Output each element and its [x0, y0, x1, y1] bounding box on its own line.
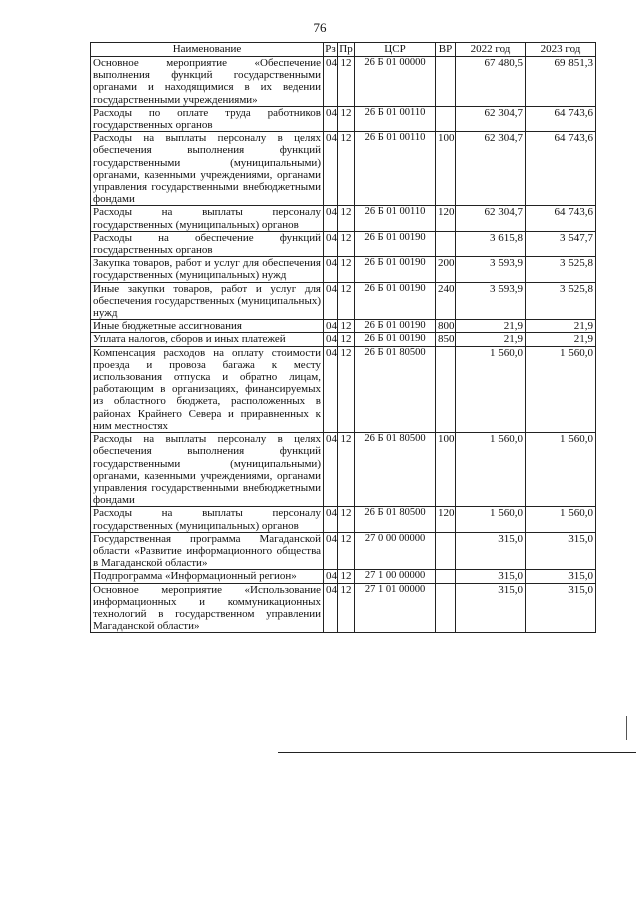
cell-2022: 3 593,9 [456, 257, 526, 282]
cell-pr: 12 [338, 570, 355, 583]
cell-2023: 1 560,0 [526, 433, 596, 507]
cell-name: Расходы на обеспечение функций государственных органов [91, 231, 324, 256]
table-row [91, 282, 596, 320]
cell-csr: 26 Б 01 00000 [355, 57, 436, 107]
cell-vr [436, 346, 456, 432]
cell-name: Подпрограмма «Информационный регион» [91, 570, 324, 583]
cell-rz: 04 [324, 320, 338, 333]
page-number: 76 [313, 20, 327, 35]
header-vr: ВР [436, 43, 456, 57]
cell-pr: 12 [338, 333, 355, 346]
cell-pr: 12 [338, 282, 355, 320]
cell-pr: 12 [338, 507, 355, 532]
table-row [91, 570, 596, 583]
header-csr: ЦСР [355, 43, 436, 57]
table-row [91, 132, 596, 206]
cell-rz: 04 [324, 57, 338, 107]
cell-rz: 04 [324, 433, 338, 507]
cell-vr [436, 57, 456, 107]
cell-rz: 04 [324, 231, 338, 256]
cell-2023: 3 525,8 [526, 257, 596, 282]
cell-2022: 315,0 [456, 570, 526, 583]
cell-pr: 12 [338, 106, 355, 131]
table-row [91, 433, 596, 507]
cell-csr: 26 Б 01 00190 [355, 257, 436, 282]
cell-vr: 850 [436, 333, 456, 346]
cell-name: Расходы на выплаты персоналу в целях обеспечения выполнения функций государственными (муниципальными) органами, казенными учреждениями, органами управления государственными внебюджетными фондами [91, 433, 324, 507]
cell-name: Государственная программа Магаданской области «Развитие информационного общества в Магаданской области» [91, 532, 324, 570]
cell-rz: 04 [324, 257, 338, 282]
header-name: Наименование [91, 43, 324, 57]
cell-2022: 3 615,8 [456, 231, 526, 256]
table-body [91, 57, 596, 633]
table-row [91, 206, 596, 231]
cell-2023: 64 743,6 [526, 132, 596, 206]
cell-vr [436, 570, 456, 583]
table-row [91, 346, 596, 432]
cell-2022: 62 304,7 [456, 206, 526, 231]
cell-2023: 21,9 [526, 333, 596, 346]
cell-csr: 26 Б 01 00190 [355, 231, 436, 256]
cell-rz: 04 [324, 333, 338, 346]
cell-csr: 26 Б 01 80500 [355, 433, 436, 507]
cell-name: Основное мероприятие «Обеспечение выполнения функций государственными органами и находящимися в их ведении государственными учреждениями» [91, 57, 324, 107]
cell-csr: 26 Б 01 00110 [355, 132, 436, 206]
cell-2023: 1 560,0 [526, 346, 596, 432]
cell-csr: 26 Б 01 80500 [355, 346, 436, 432]
cell-2023: 315,0 [526, 570, 596, 583]
cell-csr: 27 0 00 00000 [355, 532, 436, 570]
header-rz: Рз [325, 43, 336, 55]
cell-2023: 3 525,8 [526, 282, 596, 320]
footer-rule [278, 752, 636, 753]
table-row [91, 57, 596, 107]
table-row [91, 507, 596, 532]
cell-name: Расходы на выплаты персоналу государственных (муниципальных) органов [91, 206, 324, 231]
cell-pr: 12 [338, 320, 355, 333]
cell-pr: 12 [338, 583, 355, 633]
cell-vr: 100 [436, 132, 456, 206]
cell-2023: 64 743,6 [526, 106, 596, 131]
cell-rz: 04 [324, 570, 338, 583]
cell-csr: 26 Б 01 00190 [355, 333, 436, 346]
cell-csr: 26 Б 01 00190 [355, 320, 436, 333]
cell-2022: 21,9 [456, 320, 526, 333]
cell-2022: 1 560,0 [456, 346, 526, 432]
cell-name: Закупка товаров, работ и услуг для обеспечения государственных (муниципальных) нужд [91, 257, 324, 282]
cell-2022: 315,0 [456, 532, 526, 570]
table-row [91, 532, 596, 570]
header-2022: 2022 год [456, 43, 526, 57]
cell-pr: 12 [338, 132, 355, 206]
cell-pr: 12 [338, 57, 355, 107]
cell-2022: 62 304,7 [456, 106, 526, 131]
cell-pr: 12 [338, 532, 355, 570]
cell-rz: 04 [324, 532, 338, 570]
cell-rz: 04 [324, 583, 338, 633]
cell-name: Расходы по оплате труда работников государственных органов [91, 106, 324, 131]
cell-csr: 26 Б 01 00110 [355, 206, 436, 231]
cell-vr: 200 [436, 257, 456, 282]
table-row [91, 333, 596, 346]
table-header-row [91, 43, 596, 57]
cell-pr: 12 [338, 206, 355, 231]
cell-csr: 27 1 00 00000 [355, 570, 436, 583]
cell-pr: 12 [338, 433, 355, 507]
cell-2022: 21,9 [456, 333, 526, 346]
cell-rz: 04 [324, 346, 338, 432]
budget-table [90, 42, 596, 633]
cell-rz: 04 [324, 282, 338, 320]
cell-name: Иные закупки товаров, работ и услуг для обеспечения государственных (муниципальных) нужд [91, 282, 324, 320]
cell-pr: 12 [338, 346, 355, 432]
margin-mark [626, 716, 627, 740]
cell-2023: 1 560,0 [526, 507, 596, 532]
cell-pr: 12 [338, 257, 355, 282]
cell-vr [436, 106, 456, 131]
table-row [91, 257, 596, 282]
cell-name: Иные бюджетные ассигнования [91, 320, 324, 333]
cell-2022: 3 593,9 [456, 282, 526, 320]
cell-csr: 26 Б 01 00110 [355, 106, 436, 131]
cell-2023: 315,0 [526, 583, 596, 633]
cell-vr [436, 532, 456, 570]
header-pr: Пр [339, 43, 353, 55]
cell-name: Расходы на выплаты персоналу государственных (муниципальных) органов [91, 507, 324, 532]
table-row [91, 320, 596, 333]
cell-2023: 3 547,7 [526, 231, 596, 256]
header-2023: 2023 год [526, 43, 596, 57]
cell-rz: 04 [324, 132, 338, 206]
cell-2023: 64 743,6 [526, 206, 596, 231]
cell-2022: 1 560,0 [456, 507, 526, 532]
cell-vr [436, 231, 456, 256]
cell-2023: 21,9 [526, 320, 596, 333]
cell-2022: 62 304,7 [456, 132, 526, 206]
cell-vr: 800 [436, 320, 456, 333]
cell-csr: 26 Б 01 00190 [355, 282, 436, 320]
table-row [91, 583, 596, 633]
cell-2022: 1 560,0 [456, 433, 526, 507]
cell-2022: 315,0 [456, 583, 526, 633]
cell-vr: 120 [436, 507, 456, 532]
cell-vr: 120 [436, 206, 456, 231]
cell-rz: 04 [324, 106, 338, 131]
cell-name: Основное мероприятие «Использование информационных и коммуникационных технологий в государственном управлении Магаданской области» [91, 583, 324, 633]
cell-name: Компенсация расходов на оплату стоимости проезда и провоза багажа к месту использования отпуска и обратно лицам, работающим в организациях, финансируемых из областного бюджета, расположенных в районах Крайнего Севера и приравненных к ним местностях [91, 346, 324, 432]
cell-vr: 240 [436, 282, 456, 320]
cell-2022: 67 480,5 [456, 57, 526, 107]
cell-2023: 69 851,3 [526, 57, 596, 107]
cell-csr: 27 1 01 00000 [355, 583, 436, 633]
cell-vr [436, 583, 456, 633]
cell-rz: 04 [324, 206, 338, 231]
cell-rz: 04 [324, 507, 338, 532]
cell-name: Уплата налогов, сборов и иных платежей [91, 333, 324, 346]
cell-pr: 12 [338, 231, 355, 256]
cell-name: Расходы на выплаты персоналу в целях обеспечения выполнения функций государственными (муниципальными) органами, казенными учреждениями, органами управления государственными внебюджетными фондами [91, 132, 324, 206]
table-row [91, 106, 596, 131]
cell-csr: 26 Б 01 80500 [355, 507, 436, 532]
cell-2023: 315,0 [526, 532, 596, 570]
table-row [91, 231, 596, 256]
cell-vr: 100 [436, 433, 456, 507]
